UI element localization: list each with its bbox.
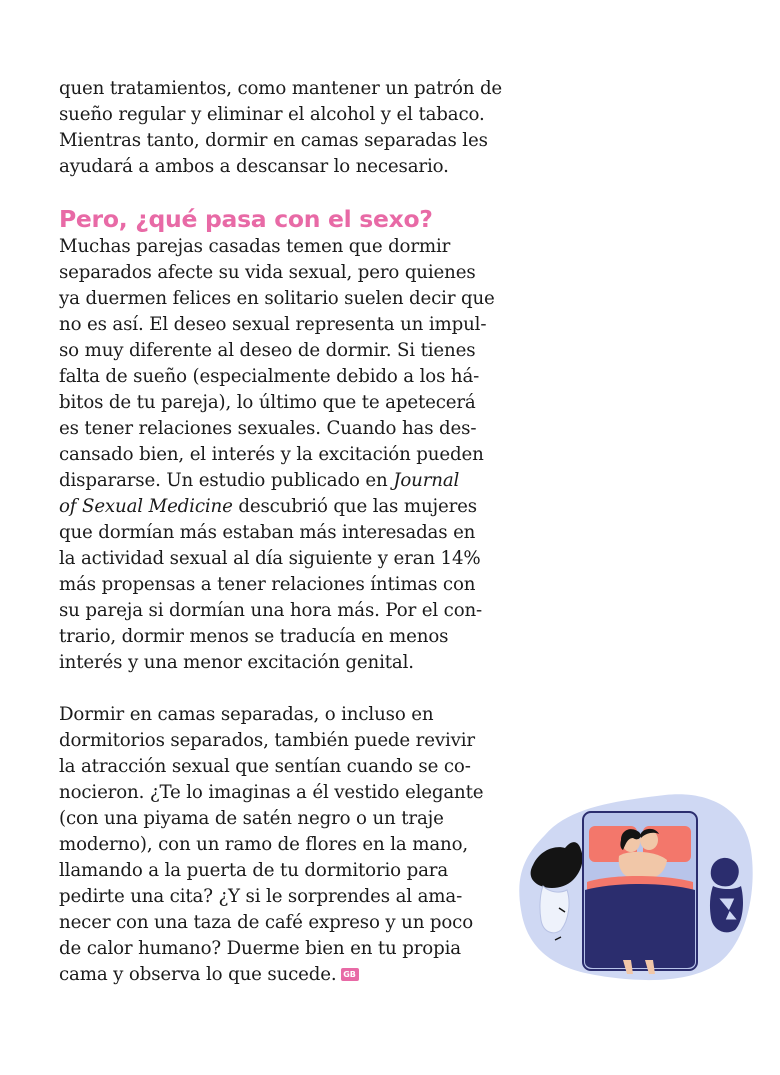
text-line: ya duermen felices en solitario suelen decir que xyxy=(59,288,495,309)
text-line: (con una piyama de satén negro o un traje xyxy=(59,808,444,829)
text-line: nocieron. ¿Te lo imaginas a él vestido elegante xyxy=(59,782,484,803)
text-line xyxy=(59,468,509,494)
text-line: ayudará a ambos a descansar lo necesario. xyxy=(59,156,449,177)
text-line: quen tratamientos, como mantener un patrón de xyxy=(59,78,503,99)
text-line: Muchas parejas casadas temen que dormir xyxy=(59,236,451,257)
text-line: su pareja si dormían una hora más. Por el con- xyxy=(59,600,483,621)
text-line: es tener relaciones sexuales. Cuando has des- xyxy=(59,418,477,439)
bed-blanket xyxy=(585,884,695,968)
text-line: la actividad sexual al día siguiente y eran 14% xyxy=(59,548,481,569)
couple-in-bed-illustration xyxy=(515,790,755,985)
text-line: dormitorios separados, también puede revivir xyxy=(59,730,475,751)
text-fragment: descubrió que las mujeres xyxy=(232,496,477,517)
text-line: moderno), con un ramo de flores en la mano, xyxy=(59,834,469,855)
text-fragment: dispararse. Un estudio publicado en xyxy=(59,470,394,491)
text-line: bitos de tu pareja), lo último que te apetecerá xyxy=(59,392,476,413)
section-heading: Pero, ¿qué pasa con el sexo? xyxy=(59,205,433,233)
journal-title: Journal xyxy=(393,470,460,491)
text-line: interés y una menor excitación genital. xyxy=(59,652,414,673)
text-line: falta de sueño (especialmente debido a los há- xyxy=(59,366,480,387)
text-line: necer con una taza de café expreso y un poco xyxy=(59,912,474,933)
body-paragraph-attraction xyxy=(59,702,509,988)
text-fragment: cama y observa lo que sucede. xyxy=(59,964,337,985)
text-line: trario, dormir menos se traducía en menos xyxy=(59,626,449,647)
text-line: la atracción sexual que sentían cuando se co- xyxy=(59,756,471,777)
text-line: sueño regular y eliminar el alcohol y el tabaco. xyxy=(59,104,485,125)
journal-title: of Sexual Medicine xyxy=(59,496,233,517)
text-line xyxy=(59,494,509,520)
article-end-mark: GB xyxy=(341,968,359,981)
text-line: de calor humano? Duerme bien en tu propia xyxy=(59,938,461,959)
right-figure-body xyxy=(710,886,743,932)
intro-paragraph xyxy=(59,76,509,180)
text-line: más propensas a tener relaciones íntimas con xyxy=(59,574,476,595)
text-line: que dormían más estaban más interesadas en xyxy=(59,522,476,543)
text-line: pedirte una cita? ¿Y si le sorprendes al ama- xyxy=(59,886,463,907)
text-line: Dormir en camas separadas, o incluso en xyxy=(59,704,434,725)
text-line: cansado bien, el interés y la excitación pueden xyxy=(59,444,484,465)
right-figure-hair xyxy=(711,858,739,887)
text-line: separados afecte su vida sexual, pero quienes xyxy=(59,262,476,283)
article-column xyxy=(59,76,509,988)
text-line: Mientras tanto, dormir en camas separadas les xyxy=(59,130,488,151)
text-line: no es así. El deseo sexual representa un impul- xyxy=(59,314,487,335)
text-line: so muy diferente al deseo de dormir. Si tienes xyxy=(59,340,476,361)
body-paragraph-sex xyxy=(59,234,509,676)
text-line xyxy=(59,962,509,988)
text-line: llamando a la puerta de tu dormitorio para xyxy=(59,860,449,881)
